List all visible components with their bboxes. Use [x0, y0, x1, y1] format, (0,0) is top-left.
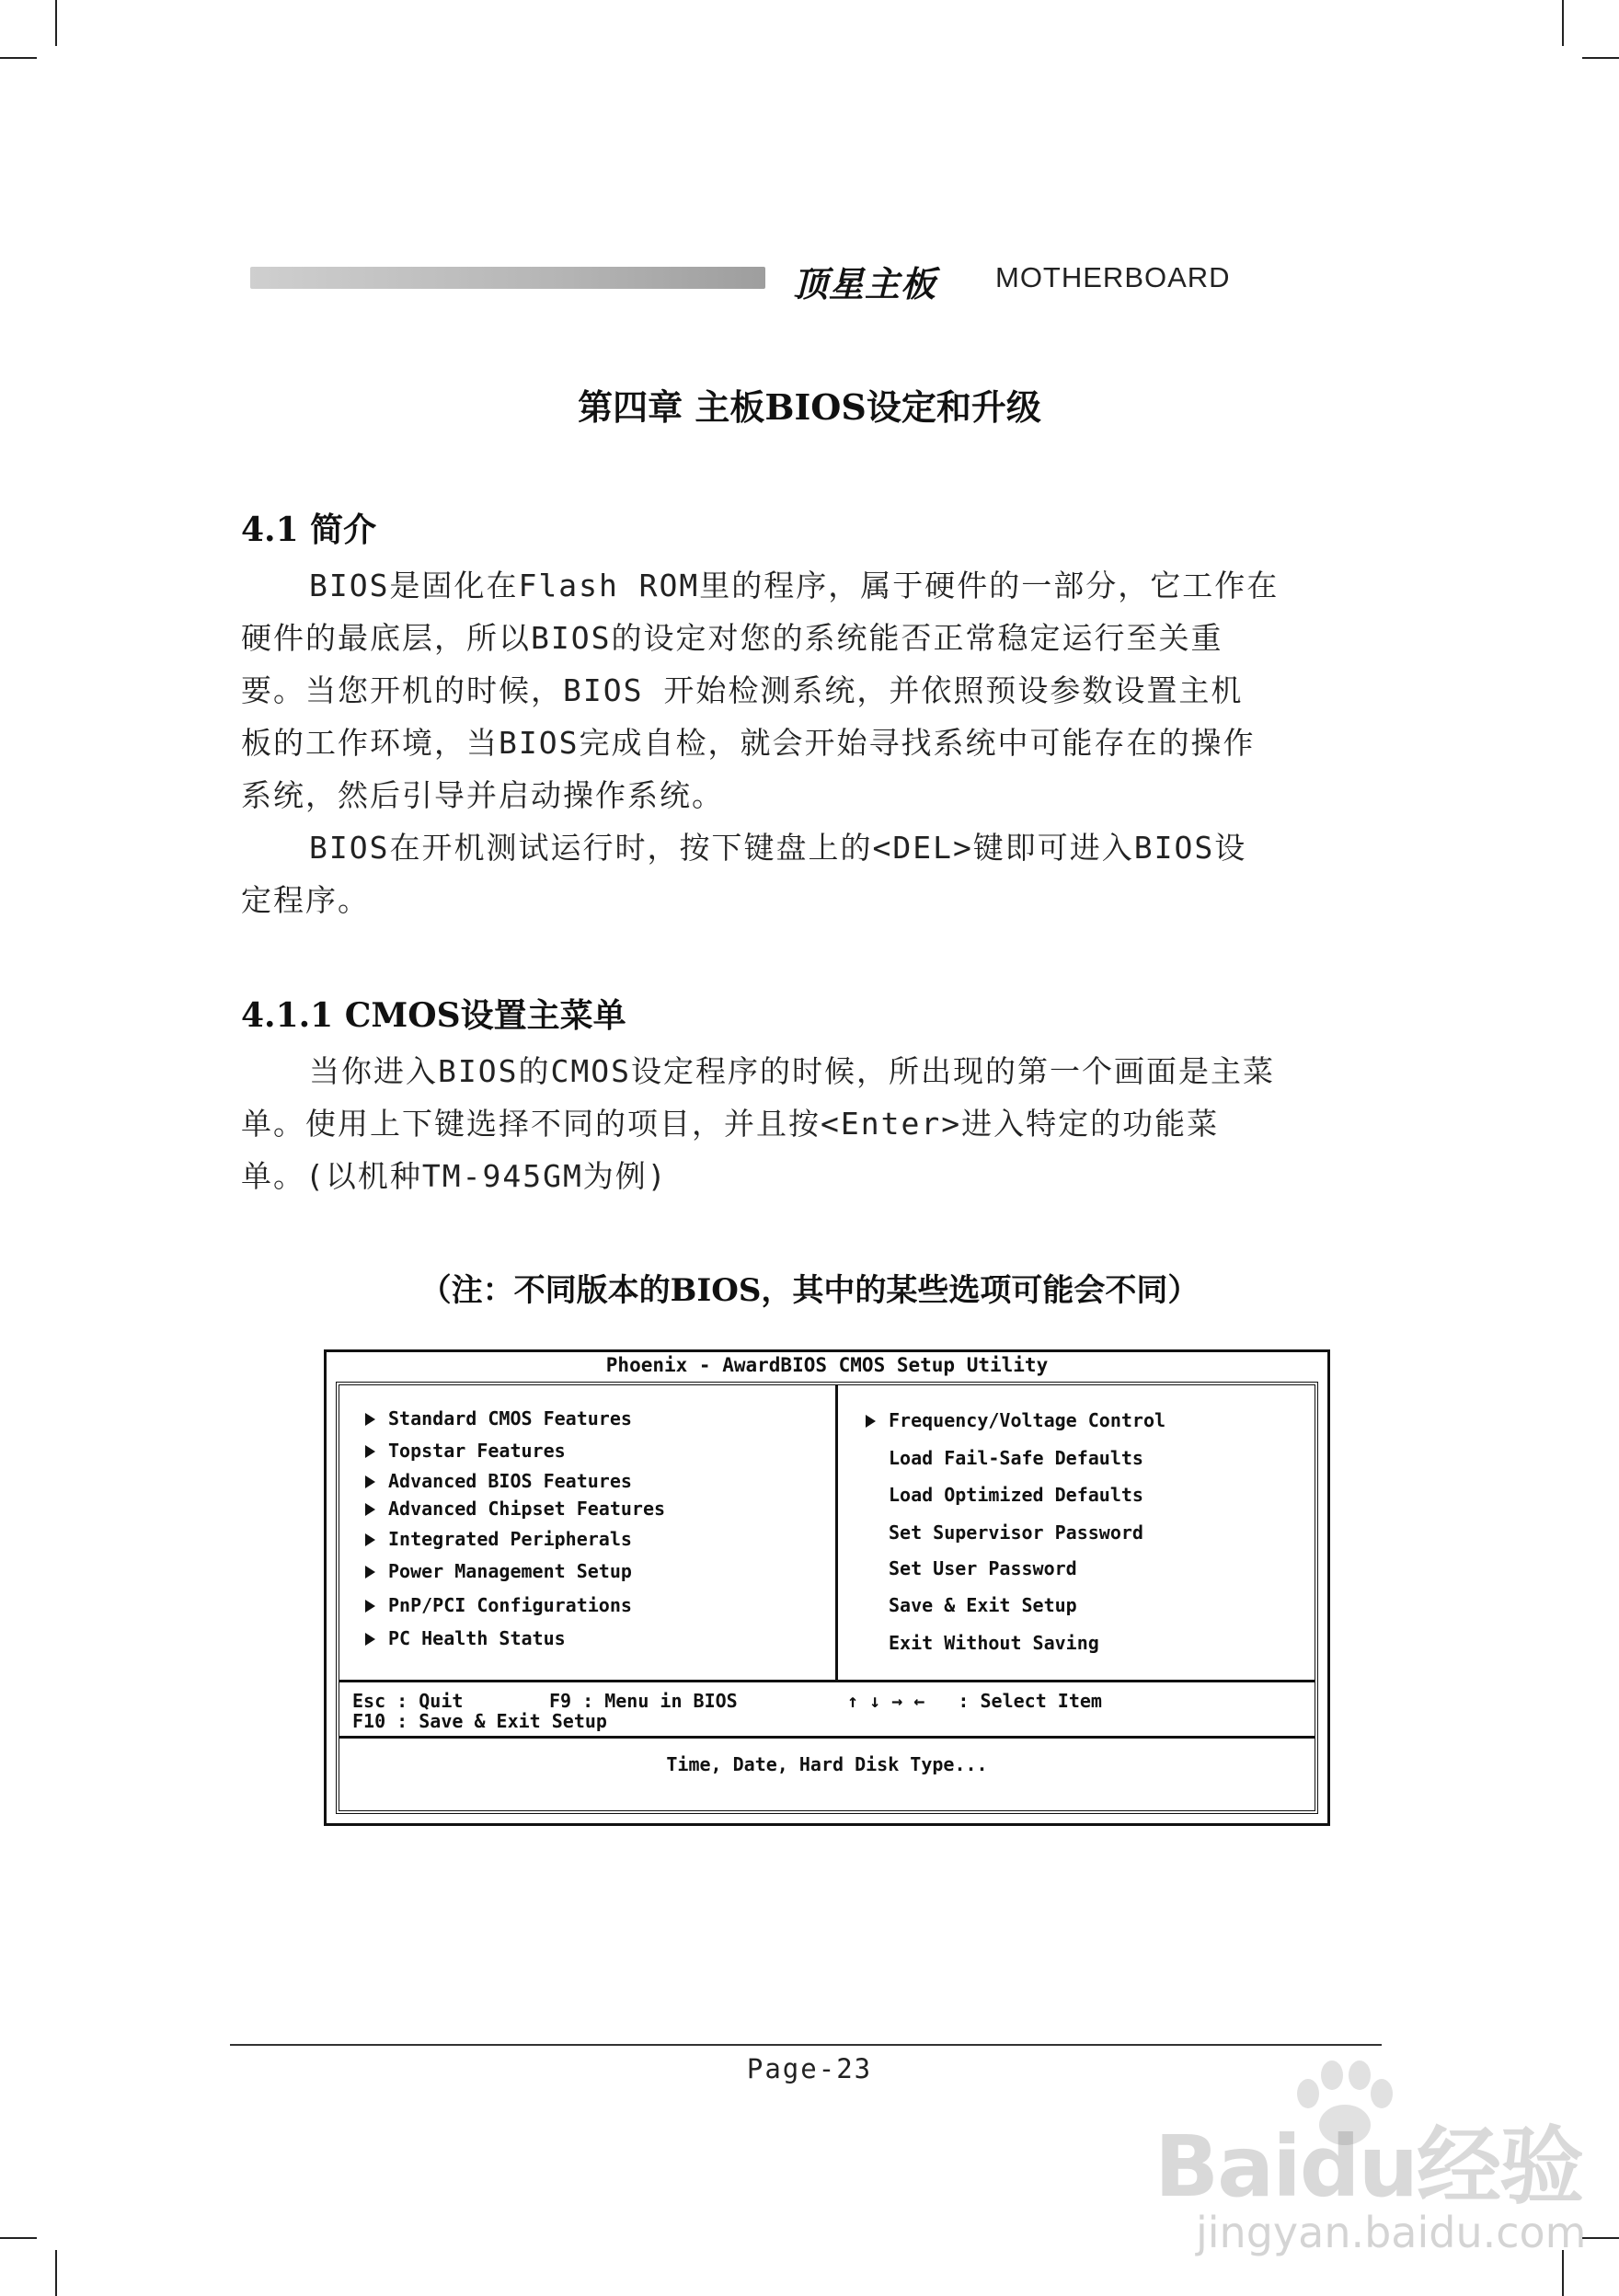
section-heading: 4.1 简介 [241, 511, 377, 549]
header-bar [250, 267, 765, 289]
bios-menu-item[interactable]: Load Fail-Safe Defaults [889, 1447, 1143, 1469]
submenu-arrow-icon [365, 1445, 375, 1458]
bios-menu-item[interactable]: Frequency/Voltage Control [866, 1409, 1165, 1431]
chapter-title: 第四章 主板BIOS设定和升级 [578, 386, 1041, 428]
paragraph-line: 当你进入BIOS的CMOS设定程序的时候，所出现的第一个画面是主菜 [309, 1053, 1275, 1089]
bios-menu-item[interactable]: Advanced Chipset Features [365, 1498, 665, 1520]
paragraph-line: 板的工作环境，当BIOS完成自检，就会开始寻找系统中可能存在的操作 [241, 725, 1256, 761]
paragraph-line: 单。(以机种TM-945GM为例) [241, 1158, 668, 1194]
bios-menu-item[interactable]: Set User Password [889, 1557, 1077, 1579]
bios-menu-item[interactable]: Standard CMOS Features [365, 1407, 632, 1429]
bios-menu-area [339, 1385, 1315, 1682]
watermark-logo: Baidu经验 [1154, 2118, 1583, 2216]
submenu-arrow-icon [365, 1566, 375, 1578]
watermark-url: jingyan.baidu.com [1196, 2208, 1587, 2257]
bios-menu-item[interactable]: Save & Exit Setup [889, 1594, 1077, 1616]
bios-key-legend [339, 1682, 1315, 1739]
paragraph-line: BIOS是固化在Flash ROM里的程序，属于硬件的一部分，它工作在 [309, 568, 1280, 603]
paragraph-line: BIOS在开机测试运行时，按下键盘上的<DEL>键即可进入BIOS设 [309, 830, 1247, 866]
bios-screenshot [324, 1349, 1330, 1826]
bios-title: Phoenix - AwardBIOS CMOS Setup Utility [605, 1354, 1049, 1376]
note: （注：不同版本的BIOS，其中的某些选项可能会不同） [419, 1272, 1200, 1309]
submenu-arrow-icon [365, 1503, 375, 1516]
crop-mark [1562, 0, 1564, 46]
bios-menu-item[interactable]: Integrated Peripherals [365, 1528, 632, 1550]
page-number: Page-23 [746, 2053, 873, 2084]
key-arrows: ↑ ↓ → ← : Select Item [847, 1690, 1102, 1712]
submenu-arrow-icon [365, 1475, 375, 1488]
cmos-paragraph [241, 1045, 1384, 1202]
submenu-arrow-icon [365, 1633, 375, 1646]
brand-logo-text: 顶星主板 [793, 264, 937, 304]
bios-menu-item[interactable]: Power Management Setup [365, 1560, 632, 1582]
bios-menu-item[interactable]: PnP/PCI Configurations [365, 1594, 632, 1616]
submenu-arrow-icon [866, 1415, 876, 1428]
brand-subtitle: MOTHERBOARD [995, 261, 1231, 293]
crop-mark [1582, 2237, 1619, 2239]
crop-mark [0, 57, 37, 59]
crop-mark [55, 2250, 57, 2296]
submenu-arrow-icon [365, 1413, 375, 1426]
bios-divider [835, 1385, 838, 1680]
paragraph-line: 要。当您开机的时候，BIOS 开始检测系统，并依照预设参数设置主机 [241, 672, 1244, 708]
crop-mark [55, 0, 57, 46]
crop-mark [0, 2237, 37, 2239]
submenu-arrow-icon [365, 1600, 375, 1613]
bios-menu-item[interactable]: PC Health Status [365, 1627, 566, 1649]
bios-menu-item[interactable]: Exit Without Saving [889, 1632, 1099, 1654]
bios-frame [336, 1382, 1318, 1814]
bios-menu-item[interactable]: Advanced BIOS Features [365, 1470, 632, 1492]
bios-menu-item[interactable]: Topstar Features [365, 1440, 566, 1462]
key-f10: F10 : Save & Exit Setup [352, 1710, 607, 1732]
paragraph-line: 单。使用上下键选择不同的项目，并且按<Enter>进入特定的功能菜 [241, 1106, 1220, 1142]
paragraph-line: 硬件的最底层，所以BIOS的设定对您的系统能否正常稳定运行至关重 [241, 620, 1223, 656]
submenu-arrow-icon [365, 1533, 375, 1546]
key-esc: Esc : Quit [352, 1690, 464, 1712]
footer-rule [230, 2044, 1382, 2046]
intro-paragraph [241, 559, 1384, 926]
key-f9: F9 : Menu in BIOS [549, 1690, 738, 1712]
subsection-heading: 4.1.1 CMOS设置主菜单 [241, 996, 626, 1035]
bios-menu-item[interactable]: Load Optimized Defaults [889, 1484, 1143, 1506]
bios-help-line: Time, Date, Hard Disk Type... [666, 1753, 988, 1775]
paragraph-line: 定程序。 [241, 882, 370, 918]
paragraph-line: 系统，然后引导并启动操作系统。 [241, 777, 724, 813]
bios-menu-item[interactable]: Set Supervisor Password [889, 1521, 1143, 1544]
crop-mark [1582, 57, 1619, 59]
